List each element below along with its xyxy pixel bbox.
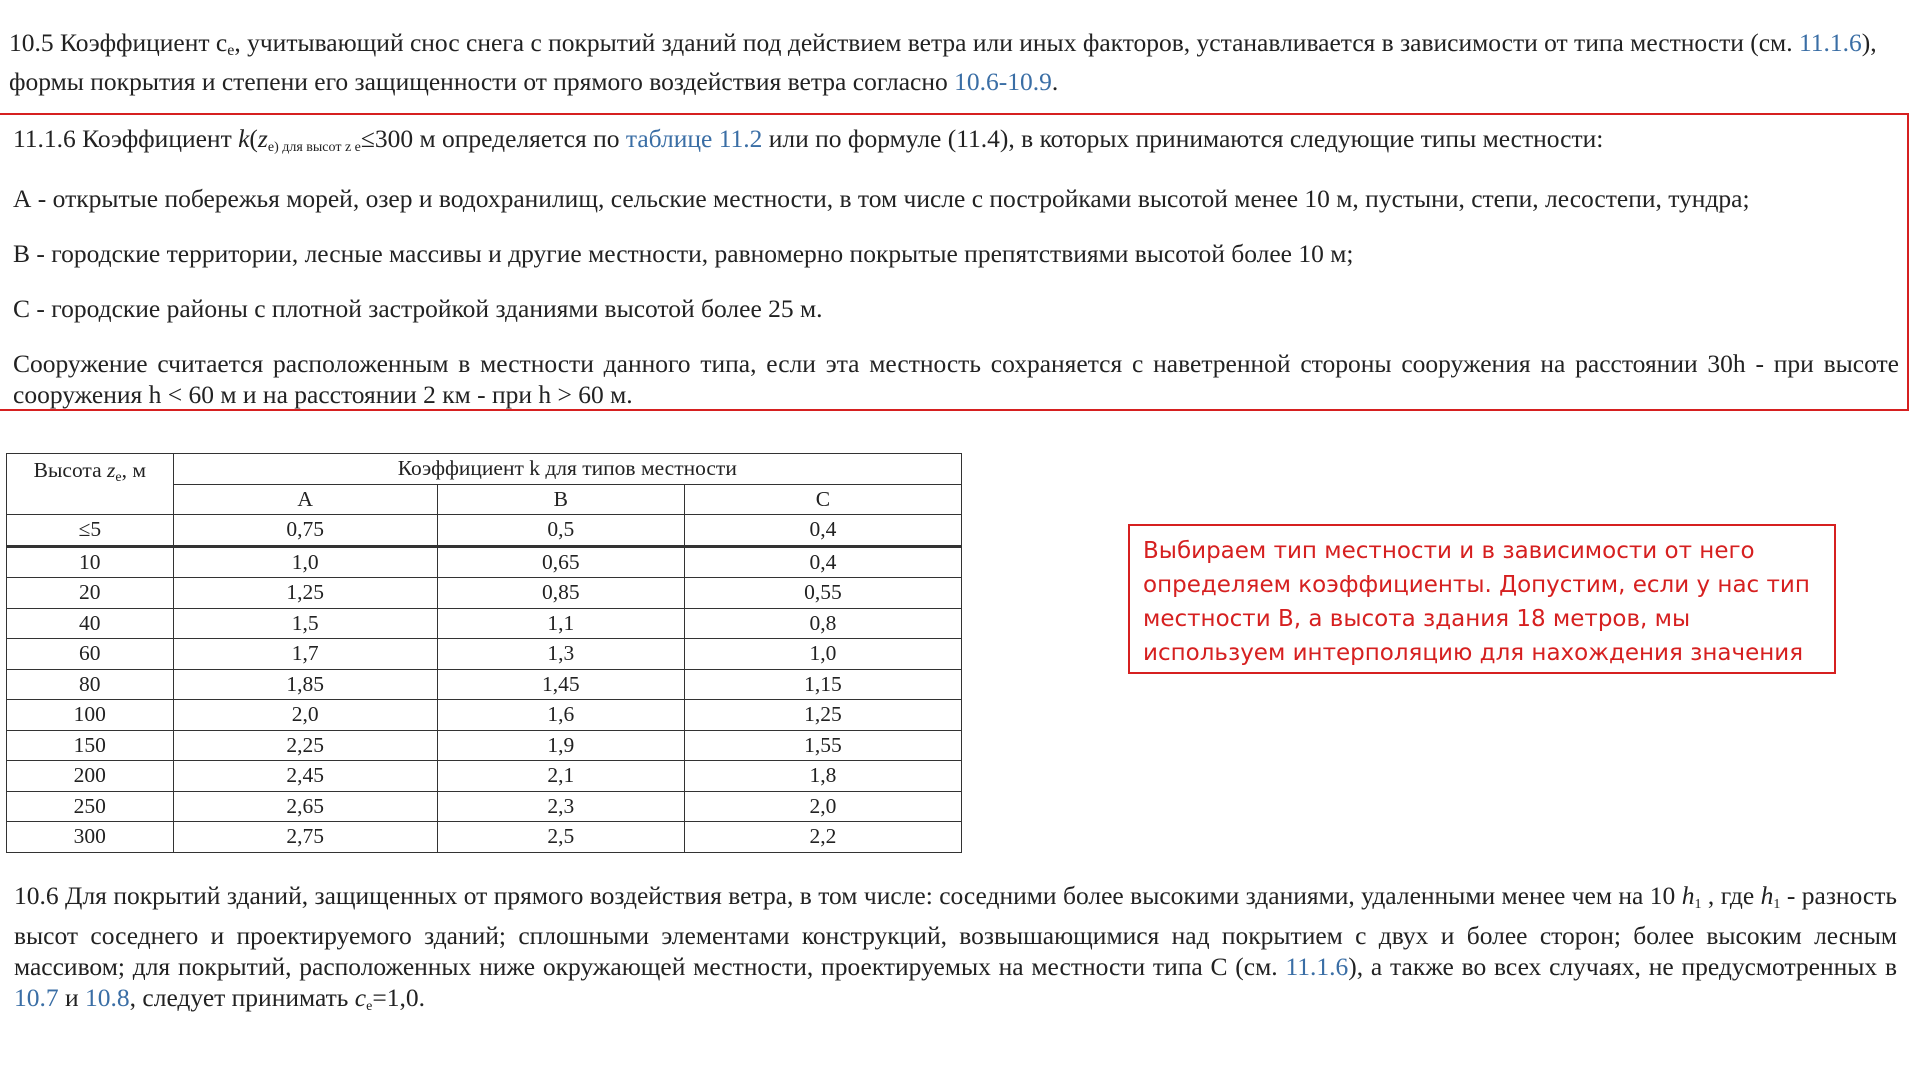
cell-a: 0,75 (173, 515, 437, 547)
col-c-header: С (684, 484, 961, 515)
cell-a: 1,0 (173, 546, 437, 578)
cell-a: 1,85 (173, 669, 437, 700)
cell-c: 1,25 (684, 700, 961, 731)
table-row (7, 700, 962, 731)
cell-b: 1,1 (437, 608, 684, 639)
p1116-text-a: 11.1.6 Коэффициент (13, 124, 232, 153)
p106-text-b: , где (1707, 881, 1755, 910)
link-11-1-6[interactable]: 11.1.6 (1798, 28, 1862, 57)
p106-ce-sub: е (366, 999, 373, 1014)
col-height-sub: е (115, 470, 122, 485)
table-row (7, 730, 962, 761)
cell-a: 1,7 (173, 639, 437, 670)
cell-c: 2,0 (684, 791, 961, 822)
cell-a: 2,45 (173, 761, 437, 792)
p106-text-d: ), а также во всех случаях, не предусмотренных в (1348, 952, 1897, 981)
table-row (7, 546, 962, 578)
p1116-paren: ( (249, 124, 258, 153)
cell-b: 1,6 (437, 700, 684, 731)
cell-a: 1,5 (173, 608, 437, 639)
p106-text-f: , следует принимать (129, 983, 349, 1012)
annotation-note: Выбираем тип местности и в зависимости от него определяем коэффициенты. Допустим, если у нас тип местности В, а высота здания 18 метров, мы используем интерполяцию для нахождения значения (1128, 524, 1836, 674)
cell-a: 2,75 (173, 822, 437, 853)
table-row (7, 761, 962, 792)
p106-ce: c (354, 983, 367, 1012)
cell-a: 1,25 (173, 578, 437, 609)
link-10-6-10-9[interactable]: 10.6-10.9 (954, 67, 1052, 96)
p106-text-g: =1,0. (372, 983, 425, 1012)
p1116-text-c: или по формуле (11.4), в которых принимаются следующие типы местности: (768, 124, 1604, 153)
cell-height: 80 (7, 669, 174, 700)
p106-h1: h (1681, 881, 1695, 910)
table-row (7, 578, 962, 609)
cell-height: 150 (7, 730, 174, 761)
cell-height: 20 (7, 578, 174, 609)
cell-b: 0,85 (437, 578, 684, 609)
cell-height: ≤5 (7, 515, 174, 547)
cell-c: 1,8 (684, 761, 961, 792)
col-height-header (7, 454, 174, 515)
p105-text-c: ), формы покрытия и степени его защищенности от прямого воздействия ветра согласно (9, 28, 1877, 96)
link-10-7[interactable]: 10.7 (14, 983, 59, 1012)
p106-h2-sub: 1 (1773, 897, 1781, 912)
p105-text-b: , учитывающий снос снега с покрытий зданий под действием ветра или иных факторов, устанавливается в зависимости от типа местности (см. (234, 28, 1793, 57)
col-height-unit: , м (121, 458, 146, 482)
p106-text-e: и (65, 983, 79, 1012)
cell-height: 100 (7, 700, 174, 731)
table-row (7, 791, 962, 822)
structure-rule: Сооружение считается расположенным в местности данного типа, если эта местность сохраняется с наветренной стороны сооружения на расстоянии 30h - при высоте сооружения h < 60 м и на расстоянии 2 км - при h > 60 м. (13, 349, 1899, 409)
table-header-row (7, 454, 962, 485)
cell-height: 10 (7, 546, 174, 578)
p1116-first-line (13, 123, 1603, 163)
highlight-box-11-1-6 (0, 113, 1909, 411)
p106-h1-sub: 1 (1694, 897, 1702, 912)
cell-c: 0,55 (684, 578, 961, 609)
cell-c: 1,15 (684, 669, 961, 700)
cell-b: 2,5 (437, 822, 684, 853)
p1116-sub: е) для высот z е (267, 140, 361, 155)
cell-a: 2,25 (173, 730, 437, 761)
p105-text-a: 10.5 Коэффициент с (9, 28, 228, 57)
terrain-type-c: С - городские районы с плотной застройкой зданиями высотой более 25 м. (13, 294, 823, 323)
terrain-type-a: А - открытые побережья морей, озер и водохранилищ, сельские местности, в том числе с постройками высотой менее 10 м, пустыни, степи, лесостепи, тундра; (13, 184, 1750, 213)
p1116-k: k (238, 124, 250, 153)
cell-c: 2,2 (684, 822, 961, 853)
table-row (7, 822, 962, 853)
p106-text-a: 10.6 Для покрытий зданий, защищенных от прямого воздействия ветра, в том числе: соседними более высокими зданиями, удаленными менее чем на 10 (14, 881, 1676, 910)
cell-height: 40 (7, 608, 174, 639)
table-body (7, 515, 962, 853)
table-row (7, 639, 962, 670)
cell-b: 0,5 (437, 515, 684, 547)
cell-b: 2,3 (437, 791, 684, 822)
cell-b: 1,45 (437, 669, 684, 700)
cell-c: 0,4 (684, 546, 961, 578)
cell-b: 2,1 (437, 761, 684, 792)
cell-b: 1,3 (437, 639, 684, 670)
col-height-z: z (107, 458, 116, 482)
cell-c: 1,55 (684, 730, 961, 761)
p106-h2: h (1760, 881, 1774, 910)
p105-sub: е (227, 42, 235, 59)
col-a-header: А (173, 484, 437, 515)
col-height-label: Высота (33, 458, 102, 482)
table-row (7, 608, 962, 639)
cell-a: 2,65 (173, 791, 437, 822)
cell-c: 0,8 (684, 608, 961, 639)
cell-b: 1,9 (437, 730, 684, 761)
group-header: Коэффициент k для типов местности (173, 454, 961, 485)
paragraph-10-6 (14, 880, 1897, 1022)
cell-height: 250 (7, 791, 174, 822)
link-table-11-2[interactable]: таблице 11.2 (625, 124, 763, 153)
terrain-type-b: В - городские территории, лесные массивы и другие местности, равномерно покрытые препятствиями высотой более 10 м; (13, 239, 1354, 268)
link-11-1-6-b[interactable]: 11.1.6 (1285, 952, 1349, 981)
table-row (7, 669, 962, 700)
p106-text-c: - разность высот соседнего и проектируемого зданий; сплошными элементами конструкций, возвышающимися над покрытием с двух и более сторон; более высоким лесным массивом; для покрытий, расположенных ниже окружающей местности, проектируемых на местности типа С (см. (14, 881, 1898, 981)
cell-b: 0,65 (437, 546, 684, 578)
cell-height: 200 (7, 761, 174, 792)
p1116-z: z (257, 124, 268, 153)
table-row (7, 515, 962, 547)
cell-c: 0,4 (684, 515, 961, 547)
p105-text-d: . (1051, 67, 1059, 96)
coefficient-table (6, 453, 962, 853)
p1116-text-b: ≤300 м определяется по (360, 124, 620, 153)
paragraph-10-5 (9, 27, 1899, 97)
link-10-8[interactable]: 10.8 (85, 983, 130, 1012)
cell-a: 2,0 (173, 700, 437, 731)
cell-height: 300 (7, 822, 174, 853)
cell-c: 1,0 (684, 639, 961, 670)
col-b-header: В (437, 484, 684, 515)
cell-height: 60 (7, 639, 174, 670)
